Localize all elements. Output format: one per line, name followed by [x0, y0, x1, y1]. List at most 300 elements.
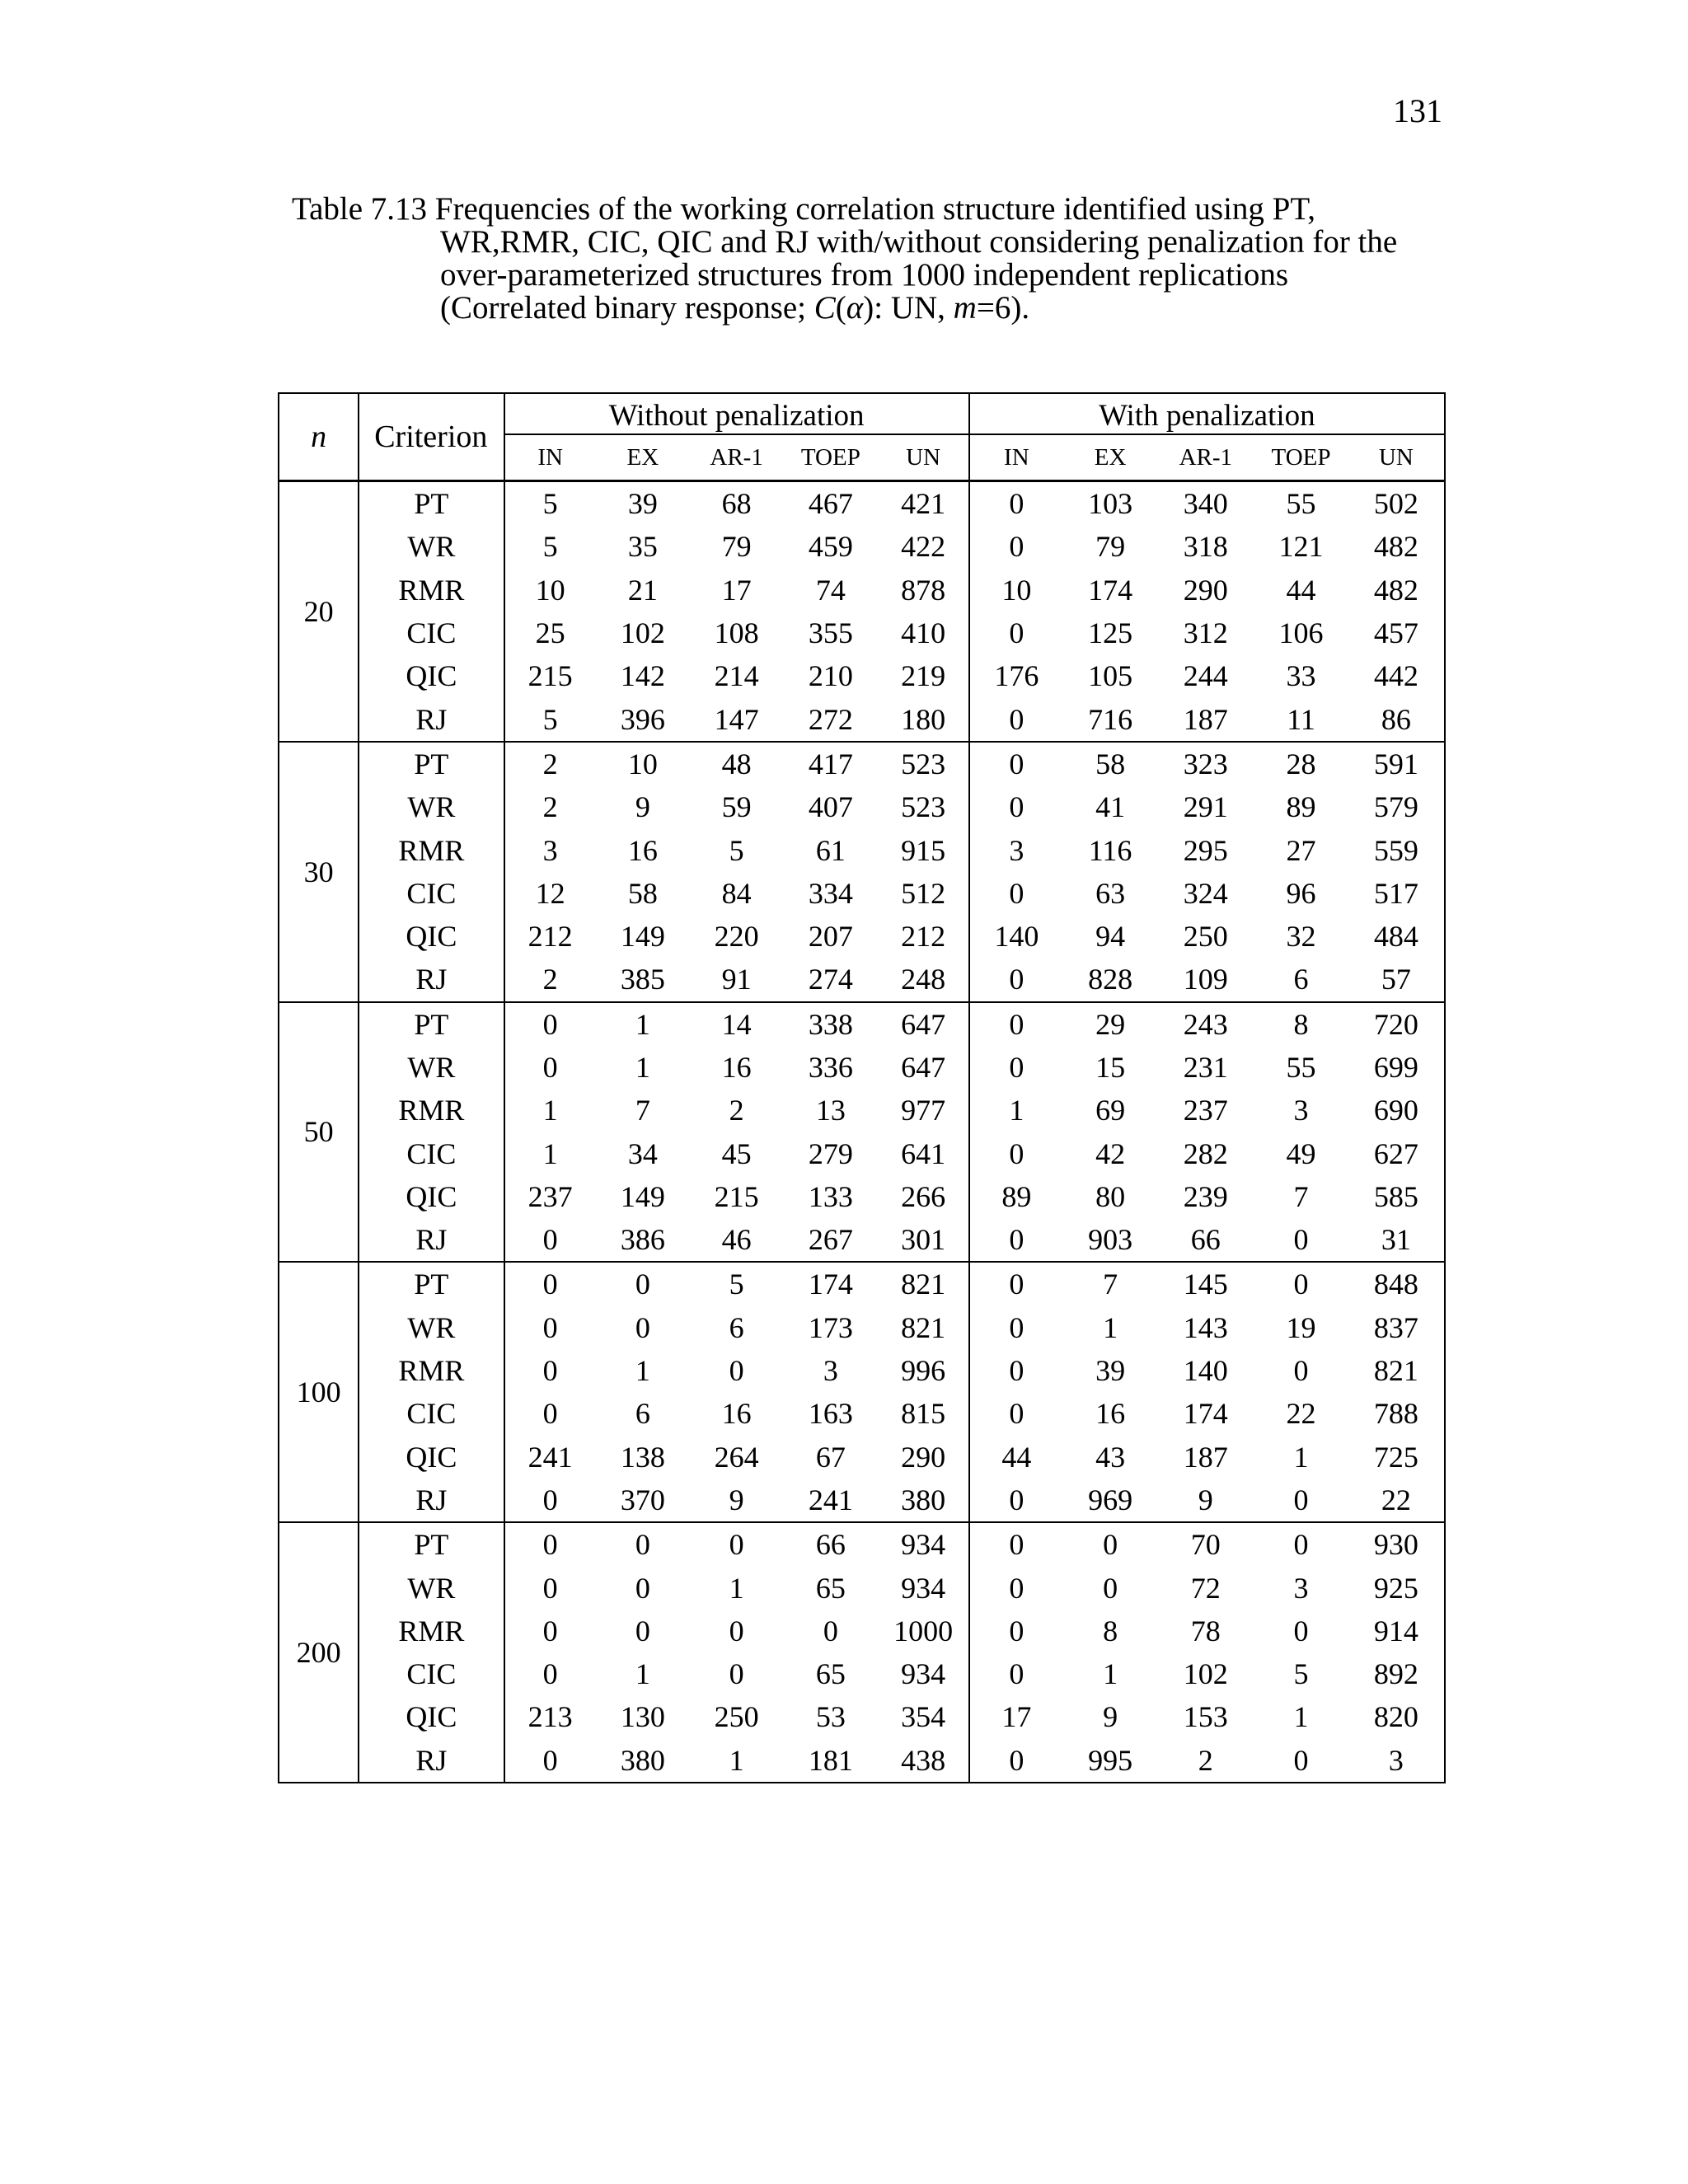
frequency-cell: 417	[808, 747, 853, 780]
frequency-cell: 27	[1286, 833, 1316, 867]
structure-header: EX	[1063, 434, 1157, 481]
frequency-cell: 407	[808, 790, 853, 824]
criterion-cell: RJ	[359, 1739, 504, 1783]
frequency-cell: 109	[1157, 958, 1254, 1001]
frequency-cell: 55	[1286, 1051, 1316, 1084]
frequency-cell: 145	[1183, 1268, 1228, 1301]
frequency-cell: 7	[635, 1094, 650, 1127]
frequency-cell: 0	[823, 1614, 838, 1647]
frequency-cell: 380	[878, 1479, 968, 1522]
frequency-cell: 1	[690, 1739, 783, 1783]
criterion-cell: RJ	[359, 697, 504, 741]
table-row	[279, 1175, 1445, 1218]
frequency-cell: 0	[504, 1002, 596, 1046]
frequency-cell: 6	[729, 1310, 744, 1344]
frequency-cell: 58	[627, 876, 658, 910]
criterion-cell: RJ	[359, 1479, 504, 1522]
frequency-cell: 0	[969, 872, 1063, 915]
caption-line-4-prefix: (Correlated binary response;	[440, 290, 814, 326]
frequency-cell: 91	[690, 958, 783, 1001]
frequency-cell: 438	[878, 1739, 968, 1783]
frequency-cell: 290	[1183, 573, 1228, 607]
frequency-cell: 89	[1286, 790, 1316, 824]
table-row	[279, 697, 1445, 741]
frequency-cell: 250	[1183, 920, 1228, 954]
criterion-cell: WR	[359, 525, 504, 568]
table-row	[279, 742, 1445, 785]
frequency-cell: 46	[690, 1218, 783, 1262]
frequency-cell: 3	[1293, 1094, 1309, 1127]
criterion-cell: RJ	[359, 958, 504, 1001]
criterion-cell: QIC	[359, 1436, 504, 1479]
frequency-cell: 59	[721, 790, 752, 824]
frequency-cell: 338	[808, 1007, 853, 1041]
frequency-cell: 102	[620, 616, 665, 650]
frequency-cell: 143	[1183, 1310, 1228, 1344]
frequency-cell: 0	[635, 1268, 650, 1301]
frequency-cell: 65	[815, 1657, 846, 1691]
frequency-cell: 788	[1348, 1392, 1445, 1435]
frequency-cell: 33	[1286, 659, 1316, 693]
frequency-table	[278, 392, 1446, 1783]
frequency-cell: 180	[878, 697, 968, 741]
frequency-cell: 386	[596, 1218, 690, 1262]
frequency-cell: 5	[504, 525, 596, 568]
table-row	[279, 1306, 1445, 1349]
frequency-cell: 41	[1095, 790, 1126, 824]
criterion-cell: QIC	[359, 915, 504, 958]
table-row	[279, 1652, 1445, 1695]
n-header: n	[279, 393, 359, 481]
frequency-cell: 385	[596, 958, 690, 1001]
criterion-cell: RMR	[359, 1089, 504, 1132]
frequency-cell: 396	[596, 697, 690, 741]
frequency-cell: 5	[729, 833, 744, 867]
frequency-cell: 7	[1293, 1179, 1309, 1213]
frequency-cell: 74	[815, 573, 846, 607]
table-row	[279, 1262, 1445, 1305]
frequency-cell: 10	[504, 569, 596, 612]
frequency-cell: 61	[815, 833, 846, 867]
frequency-cell: 0	[1293, 1528, 1309, 1562]
sample-size-cell: 50	[279, 1002, 359, 1263]
frequency-cell: 878	[901, 573, 946, 607]
frequency-cell: 1	[504, 1132, 596, 1174]
frequency-cell: 647	[901, 1051, 946, 1084]
frequency-cell: 977	[901, 1094, 946, 1127]
frequency-cell: 16	[1095, 1397, 1126, 1431]
header-row-groups	[279, 393, 1445, 434]
frequency-cell: 934	[901, 1528, 946, 1562]
frequency-cell: 0	[729, 1614, 744, 1647]
frequency-cell: 1	[969, 1089, 1063, 1132]
frequency-cell: 121	[1278, 530, 1324, 564]
frequency-cell: 0	[969, 1522, 1063, 1566]
criterion-cell: QIC	[359, 1695, 504, 1738]
frequency-cell: 9	[1103, 1700, 1118, 1734]
frequency-cell: 3	[504, 828, 596, 871]
frequency-cell: 49	[1286, 1137, 1316, 1170]
criterion-cell: CIC	[359, 1392, 504, 1435]
frequency-cell: 0	[969, 1218, 1063, 1262]
frequency-cell: 163	[808, 1397, 853, 1431]
frequency-cell: 334	[808, 876, 853, 910]
frequency-cell: 1	[635, 1354, 650, 1388]
frequency-cell: 0	[1254, 1739, 1348, 1783]
frequency-cell: 969	[1063, 1479, 1157, 1522]
frequency-cell: 482	[1348, 569, 1445, 612]
frequency-cell: 290	[901, 1440, 946, 1474]
frequency-cell: 457	[1348, 612, 1445, 654]
with-penalization-header: With penalization	[969, 393, 1445, 434]
frequency-cell: 324	[1183, 876, 1228, 910]
frequency-cell: 70	[1190, 1528, 1221, 1562]
frequency-cell: 0	[504, 1262, 596, 1305]
frequency-cell: 0	[504, 1392, 596, 1435]
frequency-cell: 1	[1103, 1657, 1118, 1691]
frequency-cell: 19	[1286, 1310, 1316, 1344]
frequency-cell: 15	[1095, 1051, 1126, 1084]
structure-header: IN	[969, 434, 1063, 481]
frequency-cell: 914	[1348, 1610, 1445, 1652]
frequency-cell: 0	[969, 958, 1063, 1001]
table-row	[279, 569, 1445, 612]
frequency-cell: 94	[1095, 920, 1126, 954]
sample-size-cell: 100	[279, 1262, 359, 1522]
frequency-cell: 17	[969, 1695, 1063, 1738]
frequency-cell: 140	[969, 915, 1063, 958]
frequency-cell: 295	[1183, 833, 1228, 867]
frequency-cell: 355	[808, 616, 853, 650]
frequency-cell: 140	[1183, 1354, 1228, 1388]
structure-header: EX	[596, 434, 690, 481]
frequency-cell: 0	[969, 785, 1063, 828]
frequency-cell: 380	[596, 1739, 690, 1783]
frequency-cell: 237	[504, 1175, 596, 1218]
frequency-cell: 231	[1183, 1051, 1228, 1084]
frequency-cell: 138	[620, 1440, 665, 1474]
frequency-cell: 6	[635, 1397, 650, 1431]
frequency-cell: 1	[1293, 1440, 1309, 1474]
frequency-cell: 815	[901, 1397, 946, 1431]
frequency-cell: 0	[504, 1739, 596, 1783]
sample-size-cell: 20	[279, 481, 359, 742]
frequency-cell: 66	[815, 1528, 846, 1562]
frequency-cell: 11	[1254, 697, 1348, 741]
frequency-cell: 0	[1293, 1614, 1309, 1647]
frequency-cell: 42	[1095, 1137, 1126, 1170]
caption-alpha-symbol: α	[846, 290, 864, 326]
structure-header: TOEP	[783, 434, 878, 481]
frequency-cell: 459	[808, 530, 853, 564]
frequency-cell: 0	[969, 1046, 1063, 1089]
frequency-cell: 821	[1348, 1349, 1445, 1392]
frequency-cell: 79	[1095, 530, 1126, 564]
frequency-cell: 241	[783, 1479, 878, 1522]
frequency-cell: 35	[627, 530, 658, 564]
frequency-cell: 336	[808, 1051, 853, 1084]
frequency-cell: 274	[783, 958, 878, 1001]
frequency-cell: 67	[815, 1440, 846, 1474]
frequency-cell: 9	[1157, 1479, 1254, 1522]
frequency-cell: 2	[504, 785, 596, 828]
structure-header: IN	[504, 434, 596, 481]
frequency-cell: 647	[901, 1007, 946, 1041]
criterion-cell: WR	[359, 785, 504, 828]
frequency-cell: 6	[1254, 958, 1348, 1001]
criterion-cell: QIC	[359, 654, 504, 697]
table-row	[279, 1695, 1445, 1738]
frequency-cell: 58	[1095, 747, 1126, 780]
frequency-cell: 84	[721, 876, 752, 910]
frequency-cell: 291	[1183, 790, 1228, 824]
frequency-cell: 915	[901, 833, 946, 867]
frequency-cell: 0	[1293, 1268, 1309, 1301]
frequency-cell: 103	[1088, 487, 1133, 521]
frequency-cell: 0	[969, 1610, 1063, 1652]
frequency-cell: 248	[878, 958, 968, 1001]
criterion-cell: PT	[359, 1002, 504, 1046]
frequency-cell: 0	[504, 1306, 596, 1349]
frequency-cell: 2	[729, 1094, 744, 1127]
frequency-cell: 66	[1157, 1218, 1254, 1262]
frequency-cell: 0	[1103, 1571, 1118, 1605]
frequency-cell: 690	[1348, 1089, 1445, 1132]
frequency-cell: 1	[504, 1089, 596, 1132]
frequency-cell: 892	[1348, 1652, 1445, 1695]
frequency-cell: 174	[1088, 573, 1133, 607]
frequency-cell: 0	[969, 525, 1063, 568]
frequency-cell: 512	[901, 876, 946, 910]
frequency-cell: 147	[690, 697, 783, 741]
frequency-cell: 69	[1095, 1094, 1126, 1127]
frequency-cell: 7	[1103, 1268, 1118, 1301]
caption-line-1: Table 7.13 Frequencies of the working correlation structure identified using PT,	[292, 191, 1316, 227]
criterion-cell: RJ	[359, 1218, 504, 1262]
criterion-cell: CIC	[359, 1132, 504, 1174]
table-caption	[292, 193, 1446, 325]
frequency-cell: 34	[627, 1137, 658, 1170]
frequency-cell: 0	[504, 1610, 596, 1652]
frequency-cell: 0	[729, 1528, 744, 1562]
frequency-cell: 78	[1190, 1614, 1221, 1647]
table-row	[279, 1392, 1445, 1435]
frequency-cell: 14	[721, 1007, 752, 1041]
structure-header: UN	[1348, 434, 1445, 481]
frequency-cell: 142	[620, 659, 665, 693]
frequency-cell: 0	[504, 1479, 596, 1522]
frequency-cell: 641	[901, 1137, 946, 1170]
frequency-cell: 207	[808, 920, 853, 954]
frequency-cell: 716	[1063, 697, 1157, 741]
criterion-cell: RMR	[359, 828, 504, 871]
frequency-cell: 187	[1183, 1440, 1228, 1474]
frequency-cell: 16	[627, 833, 658, 867]
caption-line-4-suffix: =6).	[976, 290, 1030, 326]
frequency-cell: 244	[1183, 659, 1228, 693]
frequency-cell: 1	[729, 1571, 744, 1605]
sample-size-cell: 30	[279, 742, 359, 1002]
frequency-cell: 53	[815, 1700, 846, 1734]
criterion-cell: RMR	[359, 1349, 504, 1392]
frequency-cell: 0	[969, 1739, 1063, 1783]
frequency-cell: 16	[721, 1051, 752, 1084]
frequency-cell: 930	[1348, 1522, 1445, 1566]
frequency-cell: 370	[596, 1479, 690, 1522]
frequency-cell: 1	[635, 1657, 650, 1691]
criterion-header: Criterion	[359, 393, 504, 481]
criterion-cell: RMR	[359, 1610, 504, 1652]
frequency-cell: 0	[504, 1046, 596, 1089]
frequency-cell: 720	[1348, 1002, 1445, 1046]
table-row	[279, 1046, 1445, 1089]
criterion-cell: QIC	[359, 1175, 504, 1218]
frequency-cell: 0	[969, 481, 1063, 526]
frequency-cell: 55	[1286, 487, 1316, 521]
frequency-cell: 31	[1348, 1218, 1445, 1262]
criterion-cell: CIC	[359, 872, 504, 915]
frequency-cell: 627	[1348, 1132, 1445, 1174]
frequency-cell: 153	[1183, 1700, 1228, 1734]
table-row	[279, 958, 1445, 1001]
frequency-cell: 312	[1183, 616, 1228, 650]
frequency-cell: 0	[969, 1566, 1063, 1609]
frequency-cell: 272	[783, 697, 878, 741]
table-row	[279, 1566, 1445, 1609]
criterion-cell: PT	[359, 1262, 504, 1305]
frequency-cell: 10	[627, 747, 658, 780]
table-row	[279, 1349, 1445, 1392]
table-row	[279, 1479, 1445, 1522]
frequency-cell: 39	[1095, 1354, 1126, 1388]
frequency-cell: 3	[823, 1354, 838, 1388]
frequency-cell: 2	[504, 958, 596, 1001]
frequency-cell: 39	[627, 487, 658, 521]
frequency-cell: 0	[969, 1392, 1063, 1435]
frequency-cell: 523	[901, 747, 946, 780]
frequency-cell: 28	[1286, 747, 1316, 780]
frequency-cell: 3	[1348, 1739, 1445, 1783]
frequency-cell: 13	[815, 1094, 846, 1127]
frequency-cell: 820	[1348, 1695, 1445, 1738]
frequency-cell: 0	[969, 1132, 1063, 1174]
table-row	[279, 1739, 1445, 1783]
frequency-cell: 79	[721, 530, 752, 564]
frequency-cell: 0	[729, 1354, 744, 1388]
frequency-cell: 237	[1183, 1094, 1228, 1127]
without-penalization-header: Without penalization	[504, 393, 969, 434]
frequency-cell: 22	[1286, 1397, 1316, 1431]
table-row	[279, 654, 1445, 697]
frequency-cell: 32	[1286, 920, 1316, 954]
criterion-cell: WR	[359, 1566, 504, 1609]
frequency-cell: 220	[714, 920, 759, 954]
caption-m-symbol: m	[953, 290, 977, 326]
frequency-cell: 9	[690, 1479, 783, 1522]
frequency-cell: 65	[815, 1571, 846, 1605]
frequency-cell: 5	[729, 1268, 744, 1301]
caption-c-symbol: C	[814, 290, 836, 326]
frequency-cell: 0	[1254, 1479, 1348, 1522]
frequency-cell: 995	[1063, 1739, 1157, 1783]
frequency-cell: 0	[969, 1349, 1063, 1392]
frequency-cell: 267	[783, 1218, 878, 1262]
criterion-cell: CIC	[359, 612, 504, 654]
frequency-cell: 0	[969, 1306, 1063, 1349]
frequency-cell: 187	[1157, 697, 1254, 741]
frequency-cell: 0	[969, 1479, 1063, 1522]
table-row	[279, 1218, 1445, 1262]
frequency-cell: 0	[504, 1566, 596, 1609]
frequency-cell: 149	[620, 920, 665, 954]
frequency-cell: 5	[1293, 1657, 1309, 1691]
frequency-cell: 130	[620, 1700, 665, 1734]
table-group-n-20	[279, 481, 1445, 742]
table-row	[279, 828, 1445, 871]
frequency-cell: 0	[504, 1522, 596, 1566]
frequency-cell: 422	[901, 530, 946, 564]
frequency-cell: 0	[1103, 1528, 1118, 1562]
frequency-cell: 837	[1348, 1306, 1445, 1349]
frequency-cell: 3	[1293, 1571, 1309, 1605]
frequency-cell: 2	[504, 742, 596, 785]
criterion-cell: PT	[359, 742, 504, 785]
frequency-cell: 29	[1095, 1007, 1126, 1041]
frequency-cell: 213	[504, 1695, 596, 1738]
frequency-cell: 821	[901, 1310, 946, 1344]
structure-header: AR-1	[1157, 434, 1254, 481]
frequency-cell: 934	[901, 1657, 946, 1691]
frequency-cell: 239	[1183, 1179, 1228, 1213]
structure-header: UN	[878, 434, 968, 481]
frequency-cell: 105	[1088, 659, 1133, 693]
table-row	[279, 1436, 1445, 1479]
frequency-cell: 80	[1095, 1179, 1126, 1213]
criterion-cell: WR	[359, 1306, 504, 1349]
frequency-cell: 0	[969, 612, 1063, 654]
frequency-cell: 934	[901, 1571, 946, 1605]
frequency-cell: 502	[1348, 481, 1445, 526]
table-row	[279, 612, 1445, 654]
frequency-cell: 8	[1293, 1007, 1309, 1041]
frequency-cell: 45	[721, 1137, 752, 1170]
table-group-n-30	[279, 742, 1445, 1002]
frequency-cell: 68	[721, 487, 752, 521]
frequency-cell: 585	[1348, 1175, 1445, 1218]
frequency-cell: 43	[1095, 1440, 1126, 1474]
table-row	[279, 1522, 1445, 1566]
criterion-cell: RMR	[359, 569, 504, 612]
frequency-cell: 1	[635, 1051, 650, 1084]
frequency-cell: 1	[635, 1007, 650, 1041]
table-row	[279, 1089, 1445, 1132]
frequency-cell: 106	[1278, 616, 1324, 650]
frequency-cell: 108	[714, 616, 759, 650]
frequency-cell: 22	[1348, 1479, 1445, 1522]
frequency-cell: 848	[1348, 1262, 1445, 1305]
frequency-cell: 0	[1254, 1218, 1348, 1262]
frequency-cell: 3	[969, 828, 1063, 871]
frequency-cell: 17	[721, 573, 752, 607]
frequency-cell: 44	[969, 1436, 1063, 1479]
frequency-cell: 0	[635, 1528, 650, 1562]
frequency-cell: 421	[901, 487, 946, 521]
table-row	[279, 1002, 1445, 1046]
structure-header: AR-1	[690, 434, 783, 481]
frequency-cell: 215	[504, 654, 596, 697]
frequency-cell: 214	[714, 659, 759, 693]
criterion-cell: CIC	[359, 1652, 504, 1695]
